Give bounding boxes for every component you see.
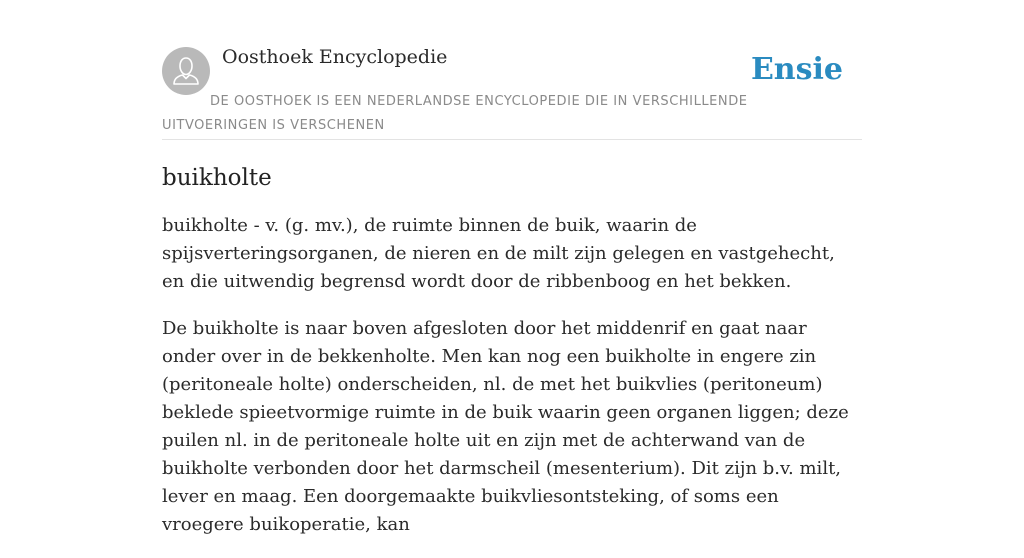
source-title[interactable]: Oosthoek Encyclopedie [222,46,448,68]
article [162,160,862,558]
source-avatar[interactable] [162,47,210,95]
brand-logo[interactable]: Ensie [750,52,843,87]
article-paragraph: De buikholte is naar boven afgesloten door het middenrif en gaat naar onder over in de bekkenholte. Men kan nog een buikholte in engere zin (peritoneale holte) onderscheiden, nl. de met het buikvlies (peritoneum) beklede spieetvormige ruimte in de buik waarin geen organen liggen; deze puilen nl. in de peritoneale holte uit en zijn met de achterwand van de buikholte verbonden door het darmscheil (mesenterium). Dit zijn b.v. milt, lever en maag. Een doorgemaakte buikvliesontsteking, of soms een vroegere buikoperatie, kan [162,318,849,535]
user-silhouette-icon [162,47,210,95]
source-header [162,46,862,140]
article-title: buikholte [162,165,272,191]
source-description: DE OOSTHOEK IS EEN NEDERLANDSE ENCYCLOPEDIE DIE IN VERSCHILLENDE UITVOERINGEN IS VERSCHENEN [162,94,748,133]
article-paragraph: buikholte - v. (g. mv.), de ruimte binnen de buik, waarin de spijsverteringsorganen, de nieren en de milt zijn gelegen en vastgehecht, en die uitwendig begrensd wordt door de ribbenboog en het bekken. [162,215,835,292]
